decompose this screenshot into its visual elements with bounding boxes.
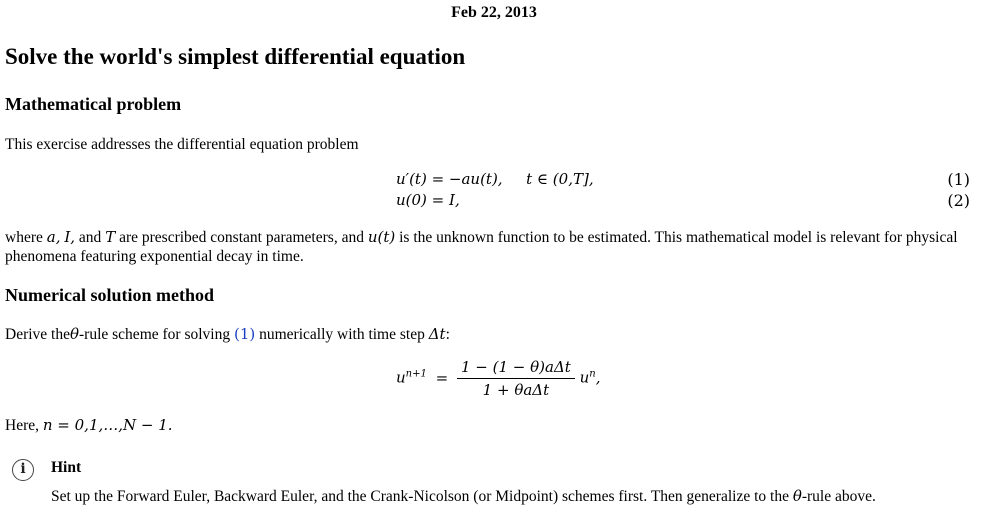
here-paragraph [5, 416, 173, 435]
derive-paragraph [5, 325, 450, 344]
var-I: I, [64, 228, 76, 246]
var-a: a, [46, 228, 61, 246]
equation-1-lhs: u′(t) = −au(t), [396, 170, 503, 188]
scheme-denominator: 1 + θaΔt [482, 381, 550, 399]
equation-2 [396, 191, 460, 209]
where-rest-text: is the unknown function to be estimated. This mathematical model is relevant for physical [399, 229, 958, 246]
here-text: Here, [5, 417, 39, 434]
section-heading-numerical: Numerical solution method [5, 285, 214, 305]
scheme-lhs: u [396, 368, 406, 387]
scheme-comma: , [595, 368, 601, 387]
info-icon: i [12, 459, 34, 481]
and-text: and [78, 229, 102, 246]
where-text: where [5, 229, 43, 246]
equation-1-domain: t ∈ (0,T], [526, 170, 594, 188]
scheme-rhs-sup: n [589, 368, 596, 380]
where-paragraph [5, 228, 980, 247]
scheme-numerator: 1 − (1 − θ)aΔt [457, 358, 575, 379]
page-title: Solve the world's simplest differential equation [5, 44, 466, 69]
scheme-fraction [457, 358, 575, 399]
hint-text [51, 487, 876, 506]
theta-rule-scheme [396, 358, 601, 399]
equation-reference-link[interactable]: (1) [233, 325, 256, 343]
hint-text-suffix: -rule above. [801, 488, 876, 505]
derive-rest-text: numerically with time step [259, 326, 425, 343]
hint-theta: θ [792, 487, 802, 505]
equation-1 [396, 170, 594, 188]
here-math: n = 0,1,…,N − 1. [42, 416, 173, 434]
scheme-equals: = [435, 368, 449, 387]
derive-text: Derive the [5, 326, 70, 343]
func-u: u(t) [367, 228, 396, 246]
theta-symbol: θ [69, 325, 80, 343]
section-heading-math-problem: Mathematical problem [5, 94, 182, 114]
where-mid-text: are prescribed constant parameters, and [119, 229, 364, 246]
document-date: Feb 22, 2013 [451, 4, 537, 21]
scheme-lhs-sup: n+1 [405, 368, 427, 380]
hint-text-prefix: Set up the Forward Euler, Backward Euler, and the Crank-Nicolson (or Midpoint) schemes first. Then generalize to the [51, 488, 789, 505]
hint-title: Hint [51, 459, 82, 476]
scheme-rhs: u [579, 368, 590, 387]
equation-2-number: (2) [947, 191, 970, 210]
equation-1-number: (1) [947, 170, 970, 189]
delta-t: Δt [428, 325, 446, 343]
equation-2-lhs: u(0) = I, [396, 191, 460, 209]
where-paragraph-line2: phenomena featuring exponential decay in time. [5, 248, 304, 265]
colon: : [445, 326, 450, 343]
var-T: T [105, 228, 116, 246]
intro-paragraph: This exercise addresses the differential equation problem [5, 136, 359, 153]
derive-mid-text: -rule scheme for solving [79, 326, 231, 343]
